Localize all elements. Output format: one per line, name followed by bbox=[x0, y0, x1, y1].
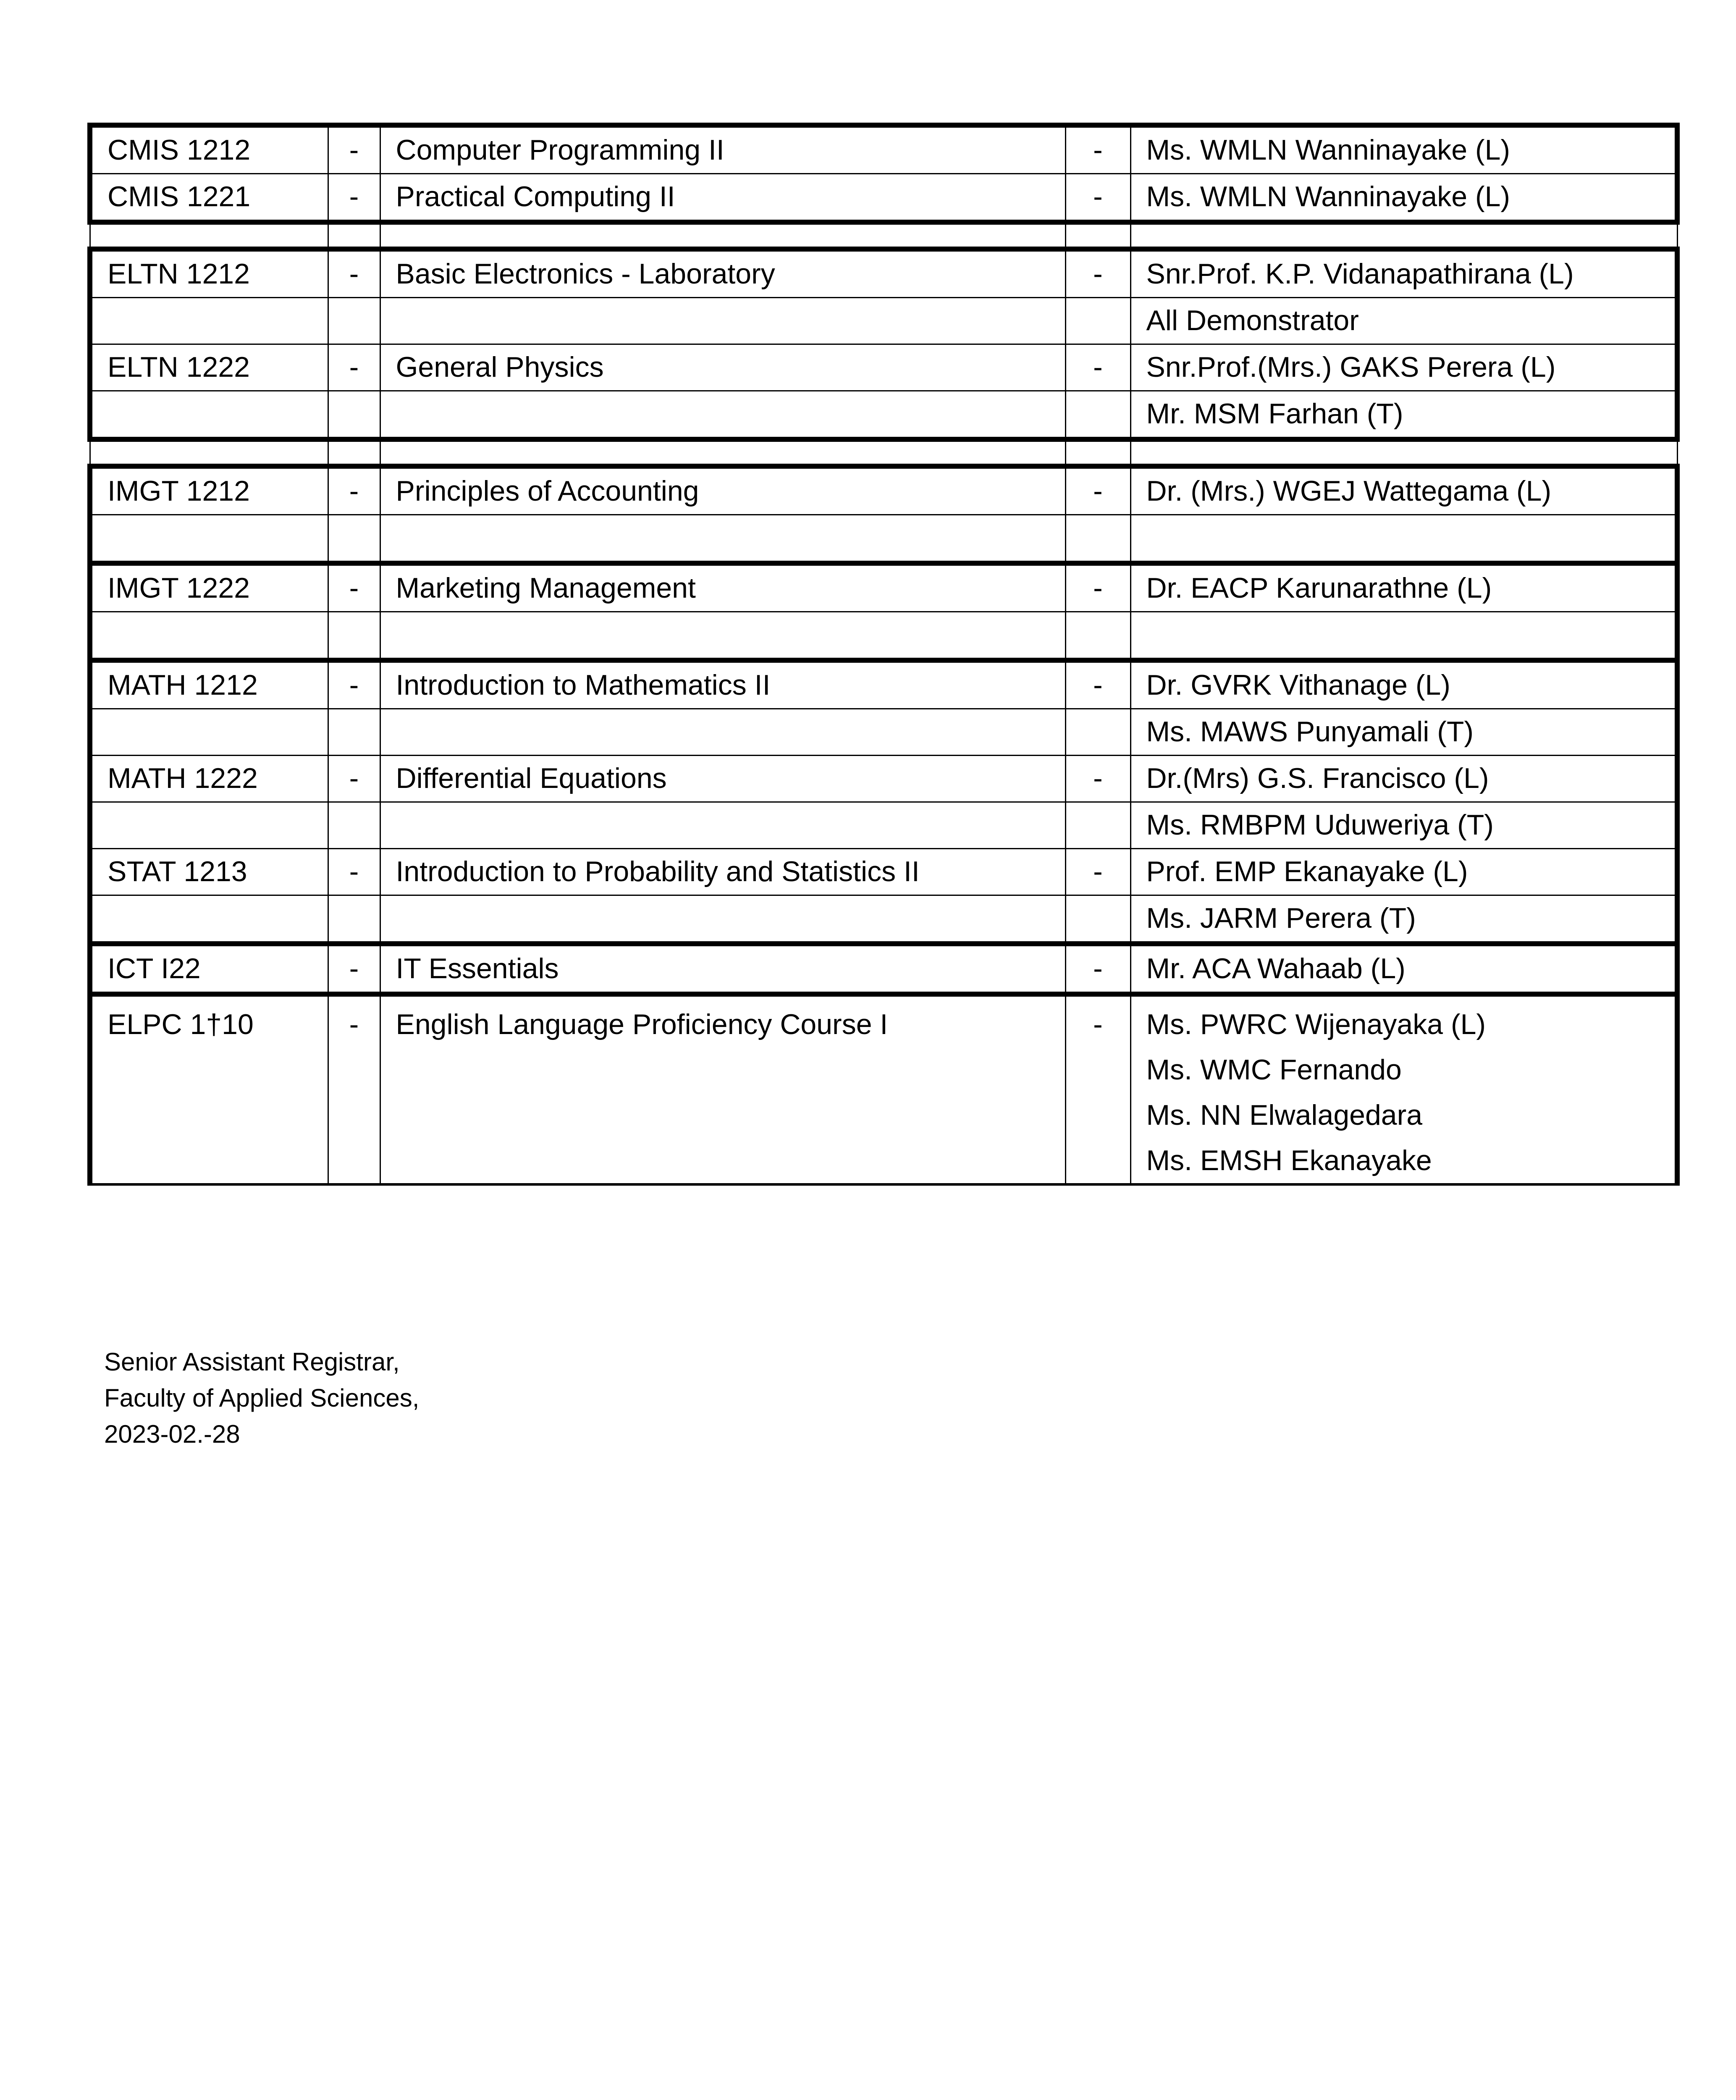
course-staff: All Demonstrator bbox=[1130, 298, 1677, 344]
course-code bbox=[90, 709, 328, 756]
table-row bbox=[90, 466, 1677, 515]
faculty-name: Faculty of Applied Sciences, bbox=[104, 1384, 420, 1412]
separator: - bbox=[1065, 174, 1130, 223]
course-table-container bbox=[87, 123, 1675, 1186]
separator: - bbox=[328, 563, 380, 612]
separator: - bbox=[328, 174, 380, 223]
separator bbox=[328, 709, 380, 756]
empty-cell bbox=[328, 439, 380, 466]
separator bbox=[1065, 612, 1130, 661]
separator bbox=[328, 895, 380, 944]
course-title: Computer Programming II bbox=[380, 125, 1065, 174]
separator: - bbox=[1065, 660, 1130, 709]
course-code bbox=[90, 298, 328, 344]
course-staff: Ms. WMLN Wanninayake (L) bbox=[1130, 174, 1677, 223]
separator: - bbox=[328, 249, 380, 298]
course-staff: Dr. GVRK Vithanage (L) bbox=[1130, 660, 1677, 709]
course-title bbox=[380, 612, 1065, 661]
separator: - bbox=[1065, 563, 1130, 612]
course-staff: Ms. RMBPM Uduweriya (T) bbox=[1130, 802, 1677, 849]
course-code: MATH 1222 bbox=[90, 756, 328, 802]
course-code bbox=[90, 515, 328, 564]
separator bbox=[328, 802, 380, 849]
course-title: Differential Equations bbox=[380, 756, 1065, 802]
separator bbox=[328, 391, 380, 440]
course-code bbox=[90, 391, 328, 440]
table-row bbox=[90, 994, 1677, 1184]
table-row bbox=[90, 125, 1677, 174]
staff-name: Ms. EMSH Ekanayake bbox=[1146, 1144, 1432, 1176]
separator bbox=[1065, 298, 1130, 344]
empty-cell bbox=[90, 222, 328, 249]
separator: - bbox=[328, 344, 380, 391]
table-row bbox=[90, 709, 1677, 756]
separator-text: - bbox=[349, 1008, 359, 1040]
staff-name: Ms. PWRC Wijenayaka (L) bbox=[1146, 1008, 1486, 1040]
table-row bbox=[90, 391, 1677, 440]
table-row bbox=[90, 174, 1677, 223]
table-row bbox=[90, 515, 1677, 564]
separator bbox=[1065, 391, 1130, 440]
course-title: IT Essentials bbox=[380, 944, 1065, 994]
separator: - bbox=[328, 944, 380, 994]
course-staff bbox=[1130, 515, 1677, 564]
course-code: IMGT 1212 bbox=[90, 466, 328, 515]
course-table bbox=[87, 123, 1680, 1186]
course-staff: Snr.Prof.(Mrs.) GAKS Perera (L) bbox=[1130, 344, 1677, 391]
course-staff: Snr.Prof. K.P. Vidanapathirana (L) bbox=[1130, 249, 1677, 298]
course-staff: Prof. EMP Ekanayake (L) bbox=[1130, 849, 1677, 895]
separator: - bbox=[1065, 344, 1130, 391]
table-row bbox=[90, 895, 1677, 944]
separator: - bbox=[328, 125, 380, 174]
separator bbox=[328, 515, 380, 564]
separator: - bbox=[328, 756, 380, 802]
separator bbox=[1065, 802, 1130, 849]
signatory-title: Senior Assistant Registrar, bbox=[104, 1348, 400, 1376]
empty-cell bbox=[380, 222, 1065, 249]
course-title bbox=[380, 994, 1065, 1184]
empty-cell bbox=[1065, 222, 1130, 249]
separator bbox=[1065, 515, 1130, 564]
table-row bbox=[90, 756, 1677, 802]
course-title bbox=[380, 391, 1065, 440]
course-code: ELTN 1222 bbox=[90, 344, 328, 391]
course-staff: Dr.(Mrs) G.S. Francisco (L) bbox=[1130, 756, 1677, 802]
course-staff bbox=[1130, 994, 1677, 1184]
signature-block bbox=[104, 1344, 419, 1452]
course-code: ELTN 1212 bbox=[90, 249, 328, 298]
course-staff: Ms. MAWS Punyamali (T) bbox=[1130, 709, 1677, 756]
table-row bbox=[90, 660, 1677, 709]
separator: - bbox=[1065, 849, 1130, 895]
separator: - bbox=[1065, 944, 1130, 994]
staff-name: Ms. WMC Fernando bbox=[1146, 1054, 1402, 1086]
document-date: 2023-02.-28 bbox=[104, 1420, 240, 1448]
staff-name: Ms. NN Elwalagedara bbox=[1146, 1099, 1423, 1131]
course-code: ICT I22 bbox=[90, 944, 328, 994]
separator bbox=[328, 298, 380, 344]
course-title bbox=[380, 709, 1065, 756]
empty-cell bbox=[380, 439, 1065, 466]
course-code-text: ELPC 1†10 bbox=[108, 1008, 254, 1040]
spacer-row bbox=[90, 222, 1677, 249]
course-staff: Dr. (Mrs.) WGEJ Wattegama (L) bbox=[1130, 466, 1677, 515]
separator bbox=[328, 994, 380, 1184]
empty-cell bbox=[1065, 439, 1130, 466]
separator bbox=[1065, 994, 1130, 1184]
separator: - bbox=[328, 466, 380, 515]
course-staff: Dr. EACP Karunarathne (L) bbox=[1130, 563, 1677, 612]
course-title-text: English Language Proficiency Course I bbox=[396, 1008, 888, 1040]
separator bbox=[1065, 709, 1130, 756]
course-code bbox=[90, 994, 328, 1184]
course-title: Practical Computing II bbox=[380, 174, 1065, 223]
separator bbox=[1065, 895, 1130, 944]
table-row bbox=[90, 298, 1677, 344]
separator-text: - bbox=[1093, 1008, 1103, 1040]
separator: - bbox=[1065, 249, 1130, 298]
course-title: Introduction to Probability and Statistics II bbox=[380, 849, 1065, 895]
course-title bbox=[380, 298, 1065, 344]
course-staff: Mr. MSM Farhan (T) bbox=[1130, 391, 1677, 440]
separator bbox=[328, 612, 380, 661]
course-title: Basic Electronics - Laboratory bbox=[380, 249, 1065, 298]
table-row bbox=[90, 849, 1677, 895]
table-row bbox=[90, 802, 1677, 849]
table-row bbox=[90, 612, 1677, 661]
course-code bbox=[90, 612, 328, 661]
spacer-row bbox=[90, 439, 1677, 466]
separator: - bbox=[1065, 466, 1130, 515]
course-title: Introduction to Mathematics II bbox=[380, 660, 1065, 709]
empty-cell bbox=[328, 222, 380, 249]
table-row bbox=[90, 249, 1677, 298]
course-staff: Ms. WMLN Wanninayake (L) bbox=[1130, 125, 1677, 174]
course-code: STAT 1213 bbox=[90, 849, 328, 895]
empty-cell bbox=[1130, 439, 1677, 466]
course-title: General Physics bbox=[380, 344, 1065, 391]
course-title: Marketing Management bbox=[380, 563, 1065, 612]
course-title: Principles of Accounting bbox=[380, 466, 1065, 515]
course-code: CMIS 1212 bbox=[90, 125, 328, 174]
course-code bbox=[90, 895, 328, 944]
course-staff bbox=[1130, 612, 1677, 661]
empty-cell bbox=[90, 439, 328, 466]
table-row bbox=[90, 344, 1677, 391]
separator: - bbox=[328, 849, 380, 895]
separator: - bbox=[1065, 125, 1130, 174]
course-staff: Mr. ACA Wahaab (L) bbox=[1130, 944, 1677, 994]
course-code: IMGT 1222 bbox=[90, 563, 328, 612]
course-title bbox=[380, 895, 1065, 944]
course-code: CMIS 1221 bbox=[90, 174, 328, 223]
course-title bbox=[380, 515, 1065, 564]
course-staff: Ms. JARM Perera (T) bbox=[1130, 895, 1677, 944]
course-code: MATH 1212 bbox=[90, 660, 328, 709]
course-code bbox=[90, 802, 328, 849]
separator: - bbox=[1065, 756, 1130, 802]
empty-cell bbox=[1130, 222, 1677, 249]
table-row bbox=[90, 944, 1677, 994]
table-row bbox=[90, 563, 1677, 612]
course-title bbox=[380, 802, 1065, 849]
separator: - bbox=[328, 660, 380, 709]
